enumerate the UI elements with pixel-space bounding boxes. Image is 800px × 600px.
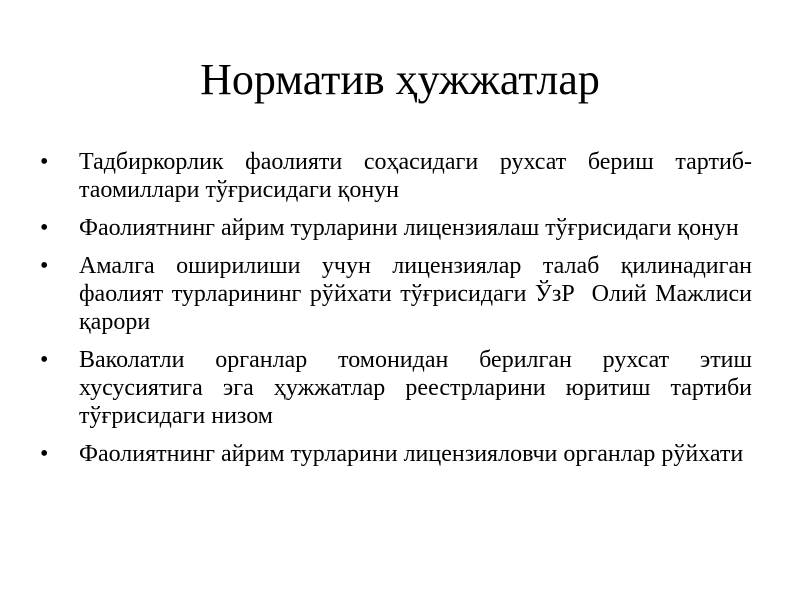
list-item: [40, 148, 752, 204]
bullet-text: Фаолиятнинг айрим турларини лицензияловчи органлар рўйхати: [79, 441, 744, 467]
list-item: [40, 346, 752, 430]
bullet-text: Тадбиркорлик фаолияти соҳасидаги рухсат бериш тартиб-таомиллари тўғрисидаги қонун: [79, 149, 752, 203]
bullet-marker: •: [40, 215, 49, 241]
bullet-text: Амалга оширилиши учун лицензиялар талаб қилинадиган фаолият турларининг рўйхати тўғрисидаги ЎзР Олий Мажлиси қарори: [79, 253, 758, 335]
bullet-marker: •: [40, 347, 49, 373]
slide-title: Норматив ҳужжатлар: [200, 55, 600, 104]
list-item: [40, 252, 758, 336]
list-item: [40, 440, 752, 468]
bullet-text: Фаолиятнинг айрим турларини лицензиялаш тўғрисидаги қонун: [79, 215, 739, 241]
bullet-list: [40, 148, 758, 478]
bullet-marker: •: [40, 149, 49, 175]
bullet-marker: •: [40, 441, 49, 467]
bullet-text: Ваколатли органлар томонидан берилган рухсат этиш хусусиятига эга ҳужжатлар реестрларини юритиш тартиби тўғрисидаги низом: [79, 347, 752, 429]
list-item: [40, 214, 752, 242]
bullet-marker: •: [40, 253, 49, 279]
